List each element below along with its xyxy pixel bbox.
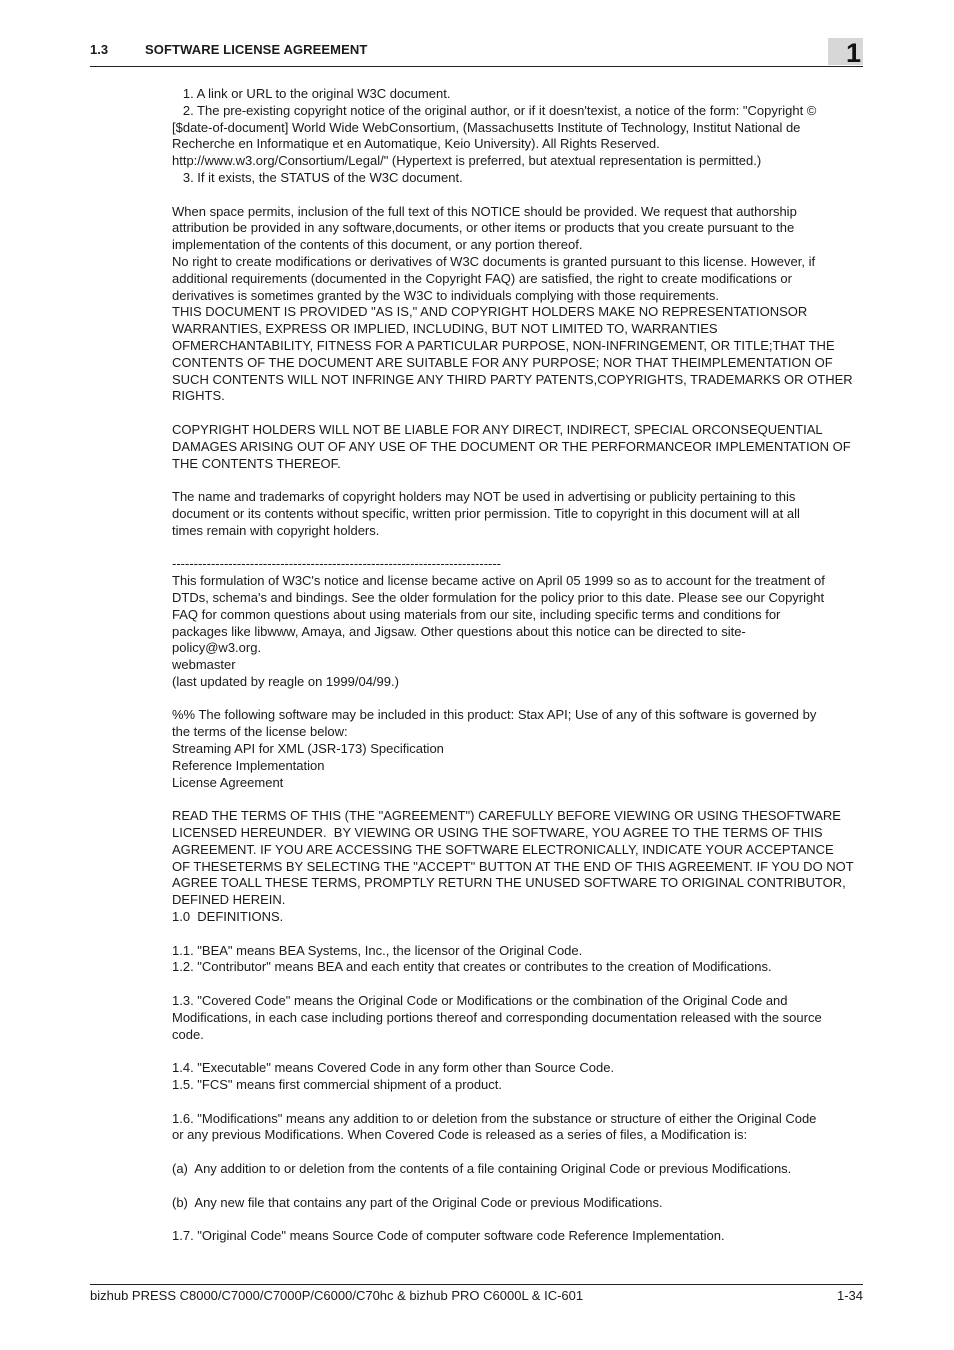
text-line: the terms of the license below:	[172, 724, 348, 740]
text-line: License Agreement	[172, 774, 284, 790]
text-line: OF THESETERMS BY SELECTING THE "ACCEPT" BUTTON AT THE END OF THIS AGREEMENT. IF YOU DO NOT	[172, 858, 854, 874]
text-line: attribution be provided in any software,documents, or other items or products that you create pursuant to the	[172, 220, 795, 236]
text-line: 1.5. "FCS" means first commercial shipment of a product.	[172, 1077, 503, 1093]
text-line	[172, 1043, 864, 1060]
text-line: implementation of the contents of this document, or any portion thereof.	[172, 237, 583, 253]
text-line: When space permits, inclusion of the full text of this NOTICE should be provided. We request that authorship	[172, 203, 797, 219]
text-line: (last updated by reagle on 1999/04/99.)	[172, 673, 399, 689]
text-line: FAQ for common questions about using materials from our site, including specific terms and conditions for	[172, 606, 781, 622]
text-line: 2. The pre-existing copyright notice of the original author, or if it doesn'texist, a notice of the form: "Copyright ©	[172, 102, 817, 118]
text-line	[172, 540, 864, 557]
text-line: 3. If it exists, the STATUS of the W3C document.	[172, 169, 463, 185]
text-line: READ THE TERMS OF THIS (THE "AGREEMENT") CAREFULLY BEFORE VIEWING OR USING THESOFTWARE	[172, 808, 841, 824]
text-line	[172, 187, 864, 204]
text-line: Streaming API for XML (JSR-173) Specification	[172, 741, 444, 757]
text-line: The name and trademarks of copyright holders may NOT be used in advertising or publicity pertaining to this	[172, 489, 796, 505]
footer-page-number: 1-34	[836, 1288, 863, 1303]
text-line: AGREEMENT. IF YOU ARE ACCESSING THE SOFTWARE ELECTRONICALLY, INDICATE YOUR ACCEPTANCE	[172, 841, 834, 857]
text-line: derivatives is sometimes granted by the W3C to individuals complying with those requirements.	[172, 287, 719, 303]
page-footer	[90, 1284, 863, 1303]
text-line: Recherche en Informatique et en Automatique, Keio University). All Rights Reserved.	[172, 136, 660, 152]
text-line: Reference Implementation	[172, 757, 325, 773]
page-header	[90, 38, 863, 67]
text-line: SUCH CONTENTS WILL NOT INFRINGE ANY THIRD PARTY PATENTS,COPYRIGHTS, TRADEMARKS OR OTHER	[172, 371, 853, 387]
text-line: AGREE TOALL THESE TERMS, PROMPTLY RETURN THE UNUSED SOFTWARE TO ORIGINAL CONTRIBUTOR,	[172, 875, 846, 891]
text-line: OFMERCHANTABILITY, FITNESS FOR A PARTICULAR PURPOSE, NON-INFRINGEMENT, OR TITLE;THAT THE	[172, 337, 835, 353]
chapter-number: 1	[845, 38, 861, 68]
text-line: DAMAGES ARISING OUT OF ANY USE OF THE DOCUMENT OR THE PERFORMANCEOR IMPLEMENTATION OF	[172, 438, 851, 454]
text-line: packages like libwww, Amaya, and Jigsaw. Other questions about this notice can be directed to site-	[172, 623, 746, 639]
text-line: 1. A link or URL to the original W3C document.	[172, 86, 451, 101]
section-number: 1.3	[90, 42, 109, 57]
text-line: This formulation of W3C's notice and license became active on April 05 1999 so as to account for the treatment of	[172, 573, 825, 589]
text-line: WARRANTIES, EXPRESS OR IMPLIED, INCLUDING, BUT NOT LIMITED TO, WARRANTIES	[172, 321, 718, 337]
text-line: ----------------------------------------------------------------------------	[172, 556, 502, 572]
text-line: 1.0 DEFINITIONS.	[172, 909, 284, 925]
text-line: CONTENTS OF THE DOCUMENT ARE SUITABLE FOR ANY PURPOSE; NOR THAT THEIMPLEMENTATION OF	[172, 354, 833, 370]
text-line: RIGHTS.	[172, 388, 225, 404]
text-line	[172, 405, 864, 422]
text-line: COPYRIGHT HOLDERS WILL NOT BE LIABLE FOR ANY DIRECT, INDIRECT, SPECIAL ORCONSEQUENTIAL	[172, 421, 823, 437]
text-line	[172, 1178, 864, 1195]
text-line: 1.1. "BEA" means BEA Systems, Inc., the licensor of the Original Code.	[172, 942, 583, 958]
section-title: SOFTWARE LICENSE AGREEMENT	[145, 42, 368, 57]
text-line: http://www.w3.org/Consortium/Legal/" (Hypertext is preferred, but atextual representation is permitted.)	[172, 153, 762, 169]
text-line	[172, 691, 864, 708]
chapter-number-tab	[828, 38, 863, 68]
text-line: document or its contents without specific, written prior permission. Title to copyright in this document will at all	[172, 505, 800, 521]
text-line: No right to create modifications or derivatives of W3C documents is granted pursuant to this license. However, if	[172, 253, 816, 269]
text-line: 1.3. "Covered Code" means the Original Code or Modifications or the combination of the Original Code and	[172, 993, 788, 1009]
text-line: THE CONTENTS THEREOF.	[172, 455, 341, 471]
text-line: 1.6. "Modifications" means any addition to or deletion from the substance or structure of either the Original Code	[172, 1110, 817, 1126]
text-line	[172, 791, 864, 808]
text-line: additional requirements (documented in the Copyright FAQ) are satisfied, the right to create modifications or	[172, 270, 792, 286]
text-line: DEFINED HEREIN.	[172, 892, 286, 908]
text-line: times remain with copyright holders.	[172, 522, 380, 538]
text-line: (a) Any addition to or deletion from the contents of a file containing Original Code or previous Modifications.	[172, 1161, 792, 1176]
text-line: 1.4. "Executable" means Covered Code in any form other than Source Code.	[172, 1060, 615, 1076]
text-line: (b) Any new file that contains any part of the Original Code or previous Modifications.	[172, 1194, 663, 1210]
text-line	[172, 1144, 864, 1161]
text-line: [$date-of-document] World Wide WebConsortium, (Massachusetts Institute of Technology, Institut National de	[172, 119, 801, 135]
text-line: policy@w3.org.	[172, 640, 262, 656]
text-line: LICENSED HEREUNDER. BY VIEWING OR USING THE SOFTWARE, YOU AGREE TO THE TERMS OF THIS	[172, 825, 823, 841]
text-line: DTDs, schema's and bindings. See the older formulation for the policy prior to this date. Please see our Copyright	[172, 589, 825, 605]
text-line: %% The following software may be included in this product: Stax API; Use of any of this software is governed by	[172, 707, 817, 723]
text-line: Modifications, in each case including portions thereof and corresponding documentation released with the source	[172, 1009, 822, 1025]
text-line	[172, 1211, 864, 1228]
text-line	[172, 472, 864, 489]
text-line	[172, 1094, 864, 1111]
license-text-body	[172, 86, 864, 1245]
text-line	[172, 926, 864, 943]
text-line	[172, 976, 864, 993]
footer-product-title: bizhub PRESS C8000/C7000/C7000P/C6000/C70hc & bizhub PRO C6000L & IC-601	[90, 1288, 584, 1303]
text-line: 1.2. "Contributor" means BEA and each entity that creates or contributes to the creation of Modifications.	[172, 959, 772, 975]
text-line: THIS DOCUMENT IS PROVIDED "AS IS," AND COPYRIGHT HOLDERS MAKE NO REPRESENTATIONSOR	[172, 304, 808, 320]
text-line: code.	[172, 1026, 204, 1042]
text-line: or any previous Modifications. When Covered Code is released as a series of files, a Modification is:	[172, 1127, 748, 1143]
text-line: 1.7. "Original Code" means Source Code of computer software code Reference Implementation.	[172, 1228, 725, 1244]
text-line: webmaster	[172, 657, 236, 673]
